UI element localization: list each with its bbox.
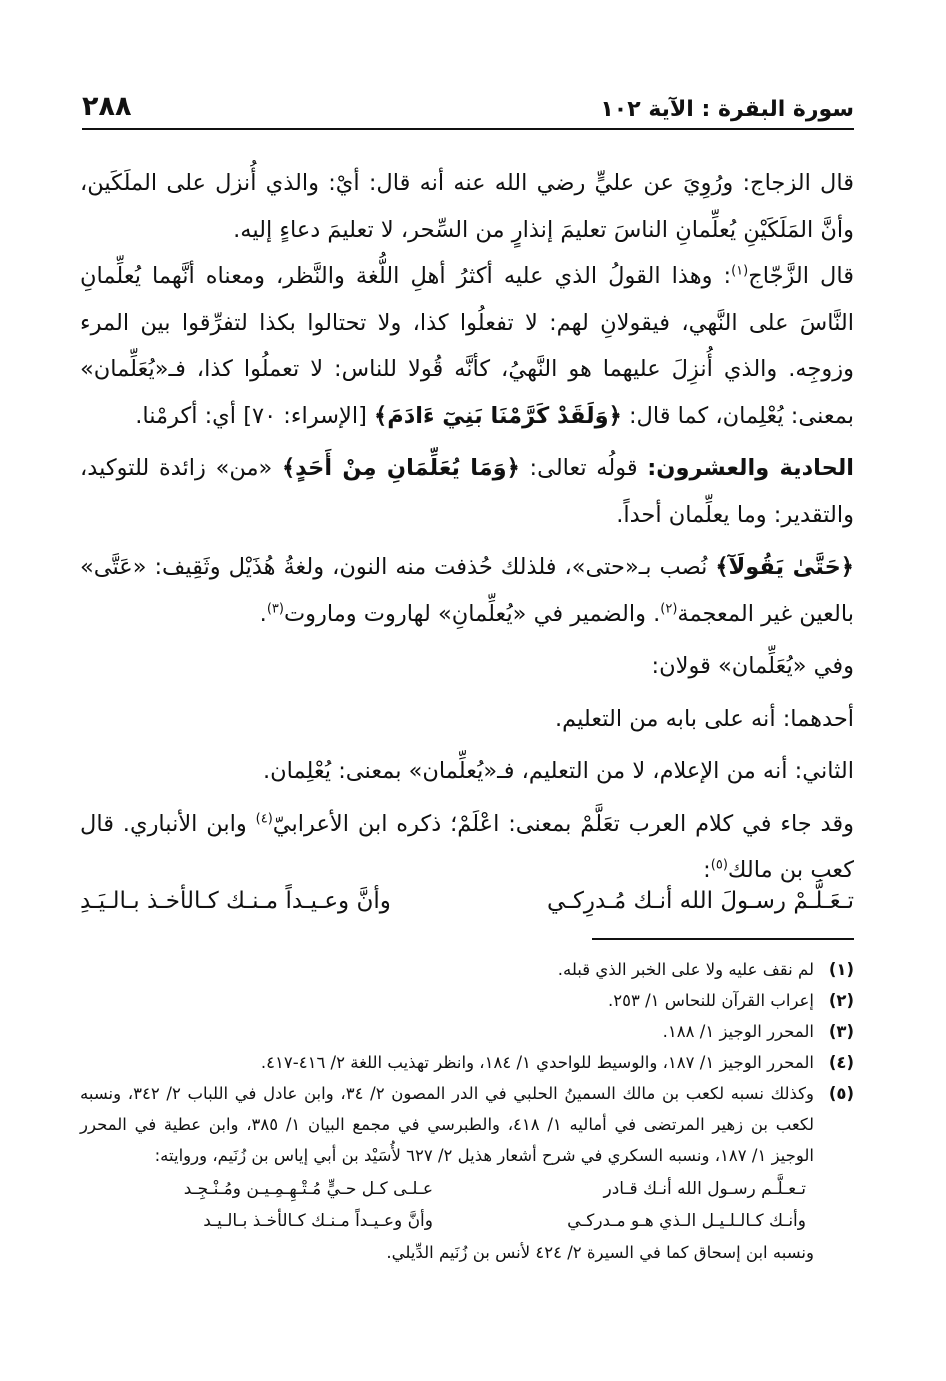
text-span: : xyxy=(703,857,711,883)
footnote-ref: (٢) xyxy=(660,601,678,616)
footnote-poem xyxy=(120,1173,806,1237)
text-span: نُصب بـ«حتى»، فلذلك حُذفت منه النون، ولغةُ هُذَيْل وثَقِيف: «عَتَّى» بالعين غير المعجمة xyxy=(80,554,854,627)
footnote-text: ونسبه ابن إسحاق كما في السيرة ٢/ ٤٢٤ لأنس بن زُنَيم الدِّيلي. xyxy=(386,1243,814,1262)
footnote-verse-part: تـعـلَّـم رسـول الله أنـك قـادر xyxy=(603,1179,806,1199)
footnote-text: وكذلك نسبه لكعب بن مالك السمينُ الحلبي في الدر المصون ٢/ ٣٤، وابن عادل في اللباب ٢/ ٣٤٢، ونسبه لكعب بن زهير المرتضى في أماليه ١/ ٤١٨، والطبرسي في مجمع البيان ١/ ٣٨٥، وابن عطية في المحرر الوجيز ١/ ١٨٧، ونسبه السكري في شرح أشعار هذيل ٢/ ٦٢٧ لأُسَيْد بن أبي إياس بن زُنَيم، وروايته: xyxy=(80,1084,815,1165)
footnote-verse-part: عـلـى كـل حـيٍّ مُـتْـهِـمِـيـن ومُـنْـجِـد xyxy=(183,1179,433,1199)
footnote-number: (١) xyxy=(828,960,854,979)
footnote-item xyxy=(80,1078,854,1171)
footnote-item xyxy=(80,954,854,985)
paragraph xyxy=(80,445,854,538)
page-number: ٢٨٨ xyxy=(82,91,132,122)
paragraph xyxy=(80,253,854,439)
text-span: وابن الأنباري. قال كعب بن مالك xyxy=(80,810,854,883)
verse-first-hemistich: تـعَـلَّـمْ رسـولَ الله أنـك مُـدرِكـي xyxy=(547,888,854,914)
paragraph: قال الزجاج: ورُوِيَ عن عليٍّ رضي الله عنه أنه قال: أيْ: والذي أُنزل على الملَكَين، وأنَّ المَلَكَيْنِ يُعلِّمانِ الناسَ تعليمَ إنذارٍ من السِّحر، لا تعليمَ دعاءٍ إليه. xyxy=(80,170,854,243)
text-span: [الإسراء: ٧٠] أي: أكرمْنا. xyxy=(135,402,375,429)
footnote-text: إعراب القرآن للنحاس ١/ ٢٥٣. xyxy=(608,991,814,1010)
footnote-number: (٤) xyxy=(828,1053,854,1072)
text-span: . والضمير في «يُعلِّمانِ» لهاروت وماروت xyxy=(283,600,661,627)
text-span: : وهذا القولُ الذي عليه أكثرُ أهلِ اللُّغة والنَّظر، ومعناه أنَّهما يُعلِّمانِ النَّاسَ على النَّهي، فيقولانِ لهم: لا تفعلُوا كذا، ولا تحتالوا بكذا لتفرِّقوا بين المرء وزوجِه. والذي أُنزِلَ عليهما هو النَّهيُ، كأنَّه قُولا للناس: لا تعملُوا كذا، فـ«يُعَلِّمان» بمعنى: يُعْلِمان، كما قال: xyxy=(80,263,854,429)
footnote-ref: (٣) xyxy=(266,601,284,616)
footnote-number: (٢) xyxy=(828,991,854,1010)
quran-quote: ﴿وَمَا يُعَلِّمَانِ مِنْ أَحَدٍ﴾ xyxy=(281,455,520,481)
text-span: . xyxy=(259,600,267,627)
running-title: سورة البقرة : الآية ١٠٢ xyxy=(600,97,854,122)
text-span: قال الزَّجّاج xyxy=(748,263,855,289)
footnote-ref: (٤) xyxy=(255,811,273,826)
paragraph: وفي «يُعَلِّمان» قولان: xyxy=(651,653,854,679)
footnote-divider xyxy=(592,938,854,940)
main-text xyxy=(80,160,854,894)
poem-verse xyxy=(80,876,854,926)
text-span: «من» زائدة للتوكيد، والتقدير: وما يعلِّمان أحداً. xyxy=(80,455,854,528)
verse-second-hemistich: وأنَّ وعـيـداً مـنـك كـالأخـذ بـالـيَـدِ xyxy=(80,888,391,914)
paragraph: أحدهما: أنه على بابه من التعليم. xyxy=(555,705,854,732)
text-span: قولُه تعالى: xyxy=(519,455,648,481)
section-label: الحادية والعشرون: xyxy=(647,455,854,481)
footnote-verse-part: وأنـك كـالـلـيـل الـذي هـو مـدركـي xyxy=(567,1211,806,1231)
paragraph xyxy=(80,544,854,637)
footnote-item xyxy=(80,1016,854,1047)
quran-quote: ﴿وَلَقَدْ كَرَّمْنَا بَنِيٓ ءَادَمَ﴾ xyxy=(374,402,622,429)
footnote-verse-part: وأنَّ وعـيـداً مـنـك كـالأخـذ بـالـيـد xyxy=(203,1211,433,1231)
footnote-item xyxy=(80,1047,854,1078)
footnote-number: (٣) xyxy=(828,1022,854,1041)
footnote-ref: (١) xyxy=(731,263,749,279)
footnote-text: المحرر الوجيز ١/ ١٨٧، والوسيط للواحدي ١/ ١٨٤، وانظر تهذيب اللغة ٢/ ٤١٦-٤١٧. xyxy=(260,1053,814,1072)
footnote-number: (٥) xyxy=(828,1084,854,1103)
quran-quote: ﴿حَتَّىٰ يَقُولَآ﴾ xyxy=(715,554,854,580)
text-span: وقد جاء في كلام العرب تعَلَّمْ بمعنى: اعْلَمْ؛ ذكره ابن الأعرابيّ xyxy=(272,810,854,837)
footnote-item xyxy=(80,985,854,1016)
footnote-continuation xyxy=(80,1237,854,1268)
paragraph: الثاني: أنه من الإعلام، لا من التعليم، فـ«يُعلِّمان» بمعنى: يُعْلِمان. xyxy=(262,758,854,784)
page-header xyxy=(82,86,854,130)
footnote-text: لم نقف عليه ولا على الخبر الذي قبله. xyxy=(557,960,814,979)
footnote-ref: (٥) xyxy=(710,857,728,873)
footnotes xyxy=(80,954,854,1268)
footnote-text: المحرر الوجيز ١/ ١٨٨. xyxy=(662,1022,814,1041)
